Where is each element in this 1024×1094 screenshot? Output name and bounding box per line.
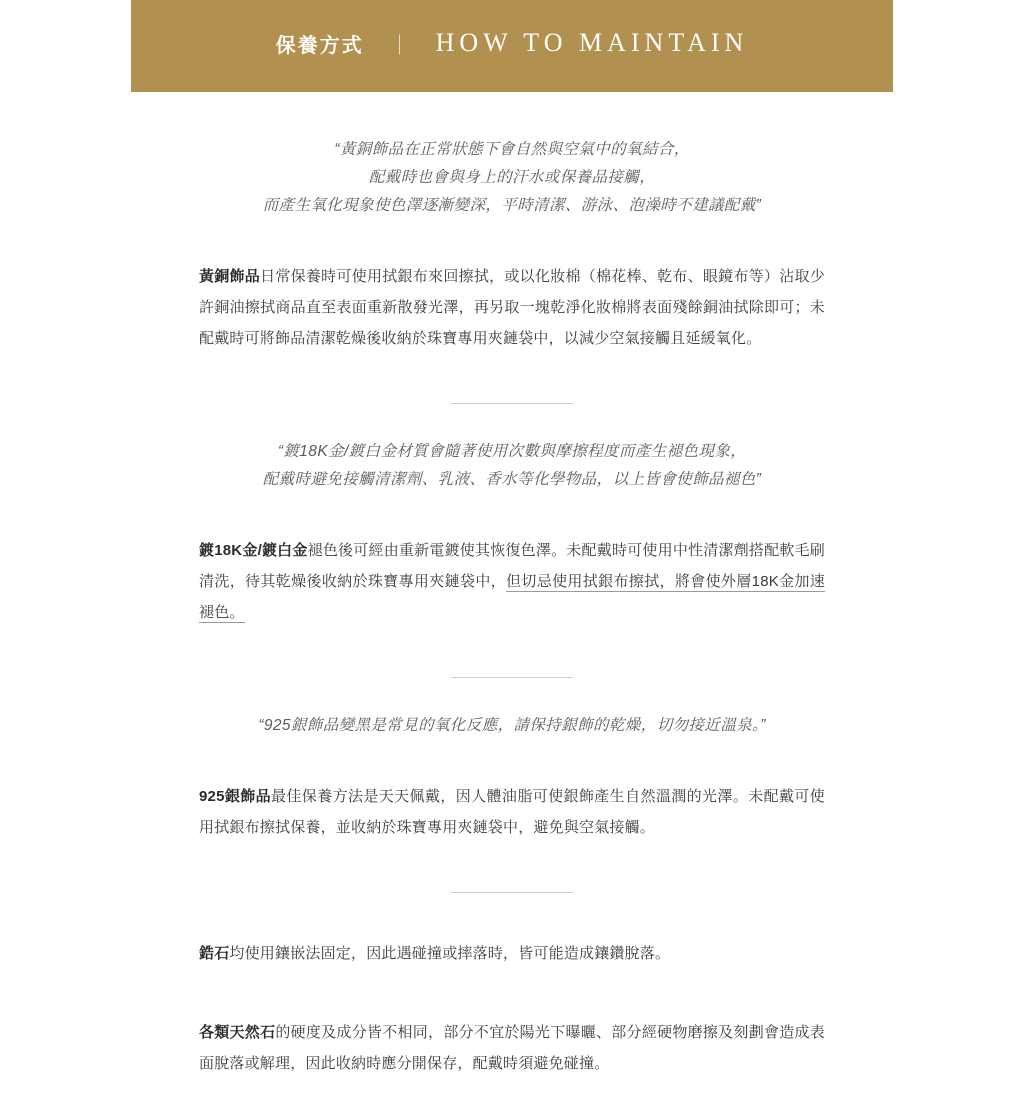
note-natural-stone-lead: 各類天然石 — [199, 1024, 276, 1041]
note-zircon-lead: 鋯石 — [199, 945, 230, 962]
section-gold-plated-paragraph — [199, 535, 825, 628]
header-title-chinese: 保養方式 — [275, 34, 364, 57]
quote-line: 配戴時也會與身上的汗水或保養品接觸， — [368, 169, 656, 186]
section-brass-body: 日常保養時可使用拭銀布來回擦拭，或以化妝棉（棉花棒、乾布、眼鏡布等）沾取少許銅油擦拭商品直至表面重新散發光澤，再另取一塊乾淨化妝棉將表面殘餘銅油拭除即可；未配戴時可將飾品清潔乾燥後收納於珠寶專用夾鏈袋中，以減少空氣接觸且延緩氧化。 — [199, 268, 826, 347]
note-natural-stone — [199, 1017, 825, 1079]
section-brass-quote — [199, 136, 825, 220]
section-brass-lead: 黃銅飾品 — [199, 268, 261, 285]
content-area — [131, 92, 893, 1094]
section-gold-plated-body-underlined: 但切忌使用拭銀布擦拭，將會使外層18K金加速褪色。 — [199, 573, 825, 621]
page-header-banner — [131, 0, 893, 92]
section-gold-plated — [131, 438, 893, 628]
section-brass — [131, 136, 893, 354]
section-gold-plated-body: 褪色後可經由重新電鍍使其恢復色澤。未配戴時可使用中性清潔劑搭配軟毛刷清洗，待其乾燥後收納於珠寶專用夾鏈袋中， — [199, 542, 825, 590]
section-silver-lead: 925銀飾品 — [199, 788, 272, 805]
note-zircon — [199, 938, 825, 969]
quote-line: 而產生氧化現象使色澤逐漸變深，平時清潔、游泳、泡澡時不建議配戴” — [262, 197, 762, 214]
quote-line: “鍍18K金/鍍白金材質會隨著使用次數與摩擦程度而產生褪色現象， — [277, 443, 747, 460]
header-title-english: HOW TO MAINTAIN — [435, 28, 749, 57]
section-gold-plated-lead: 鍍18K金/鍍白金 — [199, 542, 308, 559]
quote-line: 配戴時避免接觸清潔劑、乳液、香水等化學物品，以上皆會使飾品褪色” — [262, 471, 762, 488]
quote-line: “925銀飾品變黑是常見的氧化反應，請保持銀飾的乾燥，切勿接近溫泉。” — [258, 717, 766, 734]
section-gold-plated-quote — [199, 438, 825, 494]
section-brass-paragraph — [199, 261, 825, 354]
section-silver-paragraph — [199, 781, 825, 843]
note-natural-stone-body: 的硬度及成分皆不相同，部分不宜於陽光下曝曬、部分經硬物磨擦及刻劃會造成表面脫落或解理，因此收納時應分開保存，配戴時須避免碰撞。 — [199, 1024, 825, 1072]
section-notes — [131, 938, 893, 1079]
section-silver — [131, 712, 893, 843]
quote-line: “黃銅飾品在正常狀態下會自然與空氣中的氧結合， — [334, 141, 690, 158]
section-silver-quote — [199, 712, 825, 740]
header-title-group — [276, 28, 749, 58]
header-divider: ｜ — [389, 34, 410, 57]
note-zircon-body: 均使用鑲嵌法固定，因此遇碰撞或摔落時，皆可能造成鑲鑽脫落。 — [229, 945, 671, 962]
section-silver-body: 最佳保養方法是天天佩戴，因人體油脂可使銀飾產生自然溫潤的光澤。未配戴可使用拭銀布擦拭保養，並收納於珠寶專用夾鏈袋中，避免與空氣接觸。 — [199, 788, 825, 836]
